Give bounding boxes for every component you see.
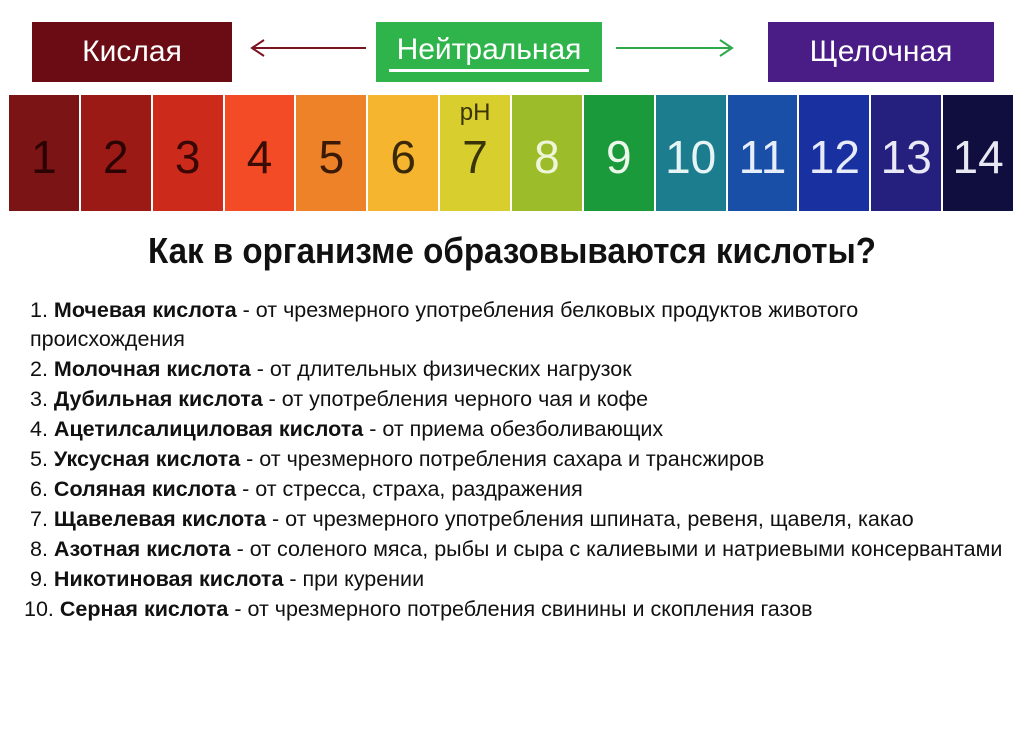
list-item-number: 6. (30, 477, 48, 501)
ph-value: 7 (462, 131, 488, 183)
ph-cell-5 (296, 95, 368, 211)
list-item-number: 3. (30, 387, 48, 411)
acid-name: Никотиновая кислота (53, 567, 284, 591)
arrow-right-icon (614, 36, 738, 60)
list-item-number: 10. (24, 597, 54, 621)
acid-source: - от чрезмерного употребления шпината, ревеня, щавеля, какао (266, 507, 914, 531)
ph-cell-3 (153, 95, 225, 211)
list-item-number: 8. (30, 537, 48, 561)
acid-name: Ацетилсалициловая кислота (53, 417, 364, 441)
ph-value: 8 (534, 131, 560, 183)
acid-name: Уксусная кислота (53, 447, 241, 471)
list-item-number: 7. (30, 507, 48, 531)
neutral-underline (389, 69, 589, 72)
acid-source: - от соленого мяса, рыбы и сыра с калиевыми и натриевыми консервантами (230, 537, 1003, 561)
alkaline-label: Щелочная (809, 35, 953, 68)
ph-value: 11 (738, 131, 787, 183)
list-item (30, 415, 1010, 444)
ph-value: 13 (880, 131, 932, 183)
ph-value: 3 (174, 131, 201, 183)
ph-value: 4 (246, 131, 273, 183)
ph-cell-13 (871, 95, 943, 211)
ph-cell-9 (584, 95, 656, 211)
ph-cell-1 (9, 95, 81, 211)
acid-source: - при курении (283, 567, 425, 591)
ph-value: 12 (808, 131, 860, 183)
neutral-label-box (376, 22, 602, 82)
acidic-label-box (32, 22, 232, 82)
page-title: Как в организме образовываются кислоты? (147, 230, 877, 271)
ph-scale (9, 95, 1013, 211)
ph-value: 9 (606, 131, 632, 183)
list-item (30, 385, 1010, 414)
acid-source: - от чрезмерного употребления белковых продуктов животого происхождения (30, 298, 859, 351)
list-item-number: 9. (30, 567, 48, 591)
ph-cell-11 (728, 95, 800, 211)
list-item-number: 4. (30, 417, 48, 441)
list-item (24, 595, 1010, 624)
acid-name: Серная кислота (59, 597, 229, 621)
acid-source: - от чрезмерного потребления сахара и трансжиров (240, 447, 765, 471)
ph-cell-10 (656, 95, 728, 211)
list-item (30, 355, 1010, 384)
ph-cell-2 (81, 95, 153, 211)
list-item-number: 5. (30, 447, 48, 471)
ph-marker-label: pH (459, 99, 491, 126)
ph-value: 10 (665, 131, 717, 183)
list-item-number: 1. (30, 298, 48, 322)
arrow-left-icon (248, 36, 368, 60)
list-item (30, 565, 1010, 594)
ph-value: 5 (318, 131, 345, 183)
acid-name: Молочная кислота (53, 357, 251, 381)
ph-cell-14 (943, 95, 1013, 211)
ph-cell-7 (440, 95, 512, 211)
ph-value: 2 (102, 131, 129, 183)
alkaline-label-box (768, 22, 994, 82)
list-item-number: 2. (30, 357, 48, 381)
list-item (30, 505, 1010, 534)
acid-name: Соляная кислота (53, 477, 237, 501)
ph-value: 6 (390, 131, 417, 183)
list-item (30, 296, 1010, 354)
list-item (30, 445, 1010, 474)
ph-cell-6 (368, 95, 440, 211)
ph-value: 14 (952, 131, 1004, 183)
ph-cell-12 (799, 95, 871, 211)
ph-cell-8 (512, 95, 584, 211)
acid-source: - от стресса, страха, раздражения (236, 477, 583, 501)
acid-name: Мочевая кислота (53, 298, 237, 322)
neutral-label: Нейтральная (396, 32, 582, 66)
acid-source: - от длительных физических нагрузок (250, 357, 632, 381)
acid-source: - от употребления черного чая и кофе (262, 387, 649, 411)
list-item (30, 475, 1010, 504)
acid-source: - от приема обезболивающих (363, 417, 664, 441)
acid-name: Дубильная кислота (53, 387, 263, 411)
acid-name: Азотная кислота (53, 537, 231, 561)
list-item (30, 535, 1010, 564)
acid-source: - от чрезмерного потребления свинины и скопления газов (228, 597, 813, 621)
acidic-label: Кислая (82, 35, 182, 68)
ph-cell-4 (225, 95, 297, 211)
ph-value: 1 (31, 131, 57, 183)
acid-list (24, 296, 1010, 625)
acid-name: Щавелевая кислота (53, 507, 267, 531)
